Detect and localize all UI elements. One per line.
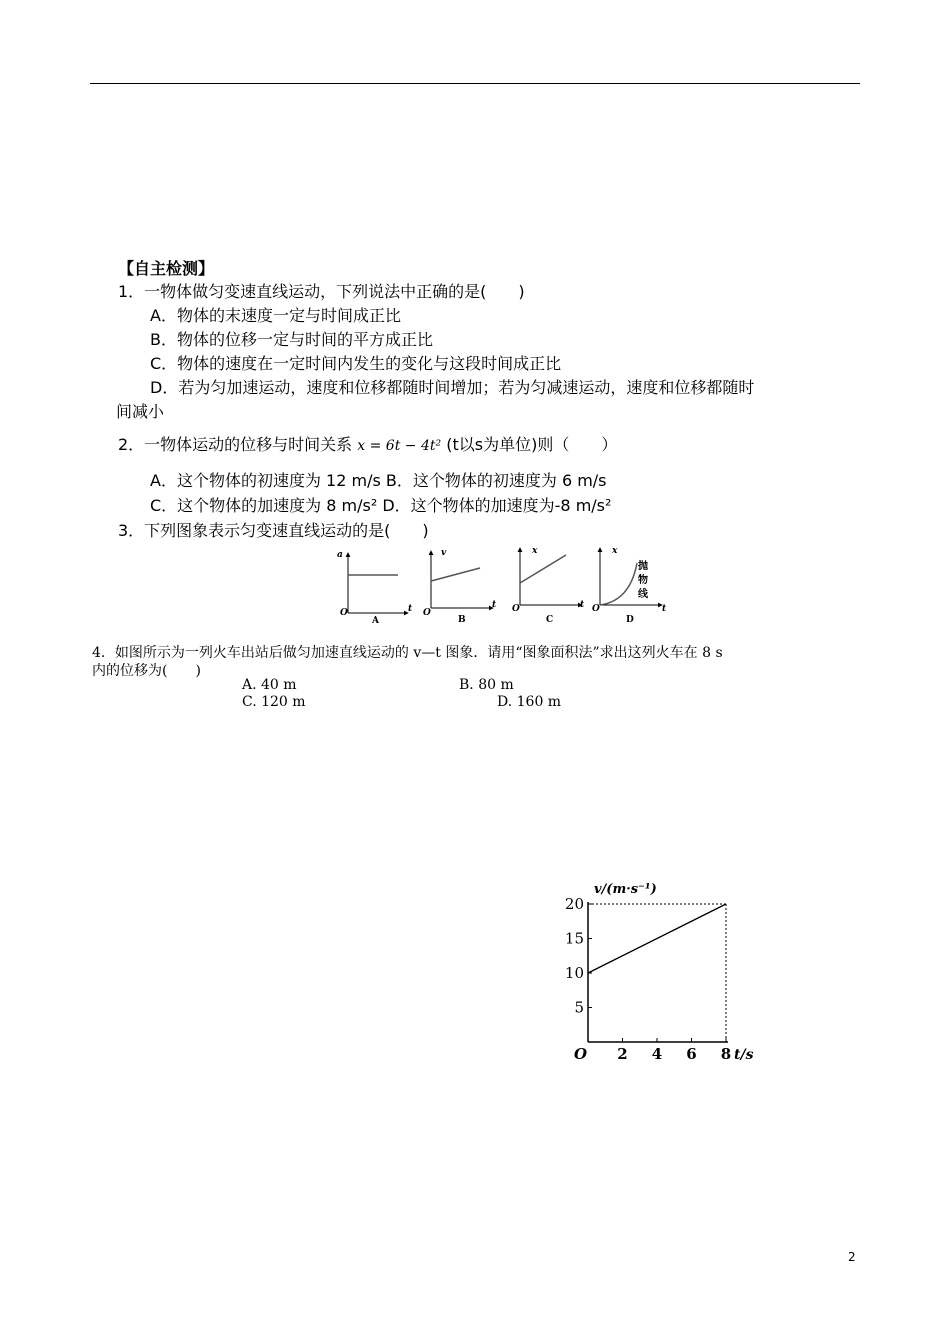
q3-graph-b (423, 548, 497, 625)
y-tick-label: 20 (564, 895, 584, 913)
q3-graph-c-xaxis: t (580, 600, 585, 610)
origin-label: O (574, 1045, 588, 1063)
q2-formula: x = 6t − 4t² (357, 438, 442, 454)
q4-stem-line2: 内的位移为( ) (92, 663, 201, 679)
q2-options-cd: C．这个物体的加速度为 8 m/s² D．这个物体的加速度为-8 m/s² (150, 496, 612, 515)
q1-stem: 1．一物体做匀变速直线运动，下列说法中正确的是( ) (118, 282, 525, 301)
q2-options-ab: A．这个物体的初速度为 12 m/s B．这个物体的初速度为 6 m/s (150, 471, 607, 490)
x-axis-label: t/s (734, 1047, 754, 1063)
q2-stem-post: (t以s为单位)则（ ） (446, 435, 618, 454)
q4-option-b: B. 80 m (459, 677, 514, 693)
x-tick-label: 4 (651, 1045, 663, 1063)
q3-graph-c (512, 546, 585, 625)
y-tick-label: 10 (564, 964, 584, 982)
q3-graph-d-xaxis: t (662, 604, 667, 614)
q3-graph-b-line (431, 568, 480, 581)
q3-graph-b-origin: O (423, 608, 431, 618)
q4-option-d: D. 160 m (497, 694, 562, 710)
q3-graph-c-origin: O (512, 604, 520, 614)
q3-graph-d-note-2: 物 (638, 575, 648, 586)
q3-graph-d-curve (600, 563, 637, 605)
q3-graph-d-label: D (626, 615, 634, 625)
q3-graph-c-line (520, 555, 566, 583)
y-tick-label: 15 (564, 929, 584, 948)
q4-option-c: C. 120 m (242, 694, 306, 710)
y-axis-label: v/(m·s⁻¹) (594, 882, 657, 897)
q4-stem-line1: 4．如图所示为一列火车出站后做匀加速直线运动的 v—t 图象．请用“图象面积法”求出这列火车在 8 s (92, 645, 723, 661)
q1-option-c: C．物体的速度在一定时间内发生的变化与这段时间成正比 (150, 354, 562, 373)
header-rule (90, 83, 860, 84)
vt-marks (565, 882, 754, 1063)
x-tick-label: 8 (720, 1045, 732, 1063)
q3-graph-a-xaxis: t (408, 604, 413, 614)
q3-graph-d-origin: O (592, 604, 600, 614)
q3-graph-a-origin: O (340, 608, 348, 618)
q3-graph-d (592, 546, 667, 625)
vt-chart (555, 875, 770, 1070)
q3-stem: 3．下列图象表示匀变速直线运动的是( ) (118, 521, 429, 540)
q1-option-d-line1: D．若为匀加速运动，速度和位移都随时间增加；若为匀减速运动，速度和位移都随时 (150, 378, 755, 397)
q2-stem (118, 434, 617, 457)
section-title: 【自主检测】 (118, 259, 215, 278)
x-tick-label: 6 (686, 1045, 697, 1063)
q3-graphs (330, 543, 675, 628)
q3-graph-d-yaxis: x (612, 546, 618, 556)
q3-graph-a-yaxis: a (337, 550, 343, 560)
q3-graph-d-note-3: 线 (638, 589, 648, 600)
q3-graph-d-note-1: 抛 (638, 561, 648, 572)
q4-option-a: A. 40 m (242, 677, 297, 693)
series-line (588, 904, 726, 973)
page-number: 2 (848, 1250, 856, 1264)
q3-graph-b-yaxis: v (441, 548, 447, 558)
q3-graph-a-label: A (372, 616, 379, 626)
y-tick-label: 5 (574, 998, 584, 1017)
q3-graph-c-label: C (546, 615, 554, 625)
q1-option-d-line2: 间减小 (116, 402, 165, 421)
q3-graph-c-yaxis: x (532, 546, 538, 556)
q1-option-b: B．物体的位移一定与时间的平方成正比 (150, 330, 433, 349)
q1-option-a: A．物体的末速度一定与时间成正比 (150, 306, 401, 325)
q2-stem-pre: 2．一物体运动的位移与时间关系 (118, 435, 353, 454)
q3-graph-a (337, 550, 413, 626)
q3-graph-b-xaxis: t (492, 600, 497, 610)
x-tick-label: 2 (617, 1045, 628, 1063)
q3-graph-b-label: B (458, 615, 466, 625)
